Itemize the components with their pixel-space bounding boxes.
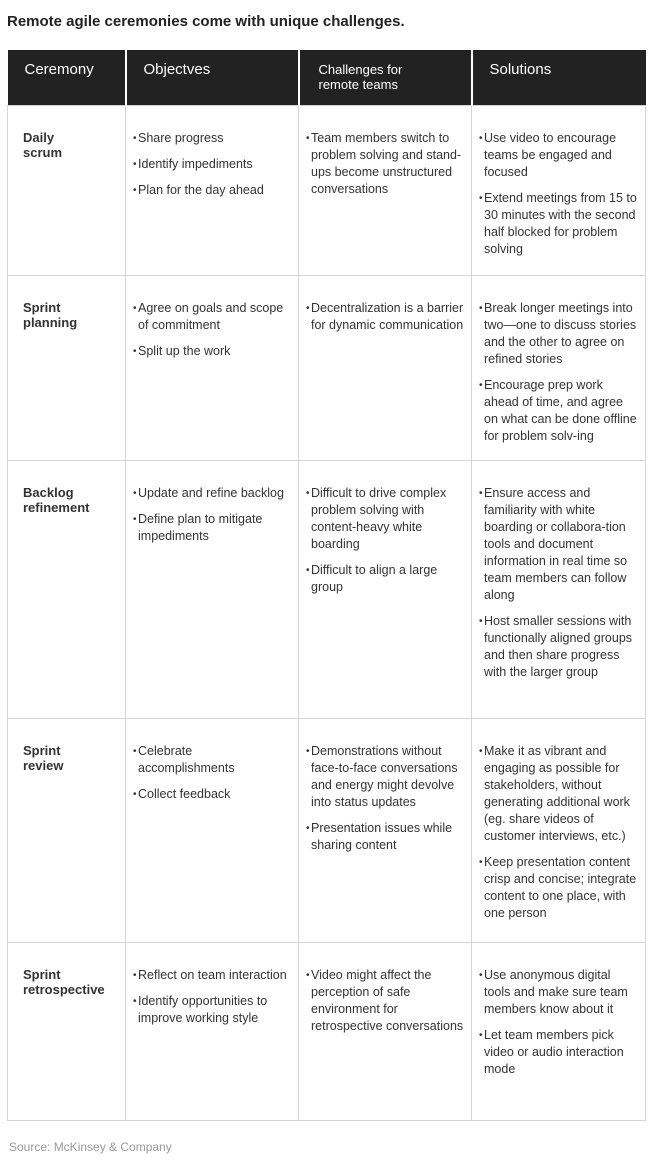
objective-item: • Define plan to mitigate impediments [133, 511, 292, 545]
solutions-cell [472, 718, 646, 942]
objectives-cell [126, 718, 299, 942]
objective-item: • Share progress [133, 130, 292, 147]
objective-item: • Plan for the day ahead [133, 182, 292, 199]
ceremony-cell: Sprint review [8, 718, 126, 942]
solutions-cell [472, 105, 646, 275]
solution-item: • Keep presentation content crisp and concise; integrate content to one place, with one person [479, 854, 639, 922]
solution-item: • Use anonymous digital tools and make sure team members know about it [479, 967, 639, 1018]
solution-item: • Host smaller sessions with functionally aligned groups and then share progress with the larger group [479, 613, 639, 681]
table-row [8, 942, 646, 1120]
solution-item: • Extend meetings from 15 to 30 minutes with the second half blocked for problem solving [479, 190, 639, 258]
source-note: Source: McKinsey & Company [9, 1140, 172, 1154]
table-row [8, 275, 646, 460]
solution-item: • Use video to encourage teams be engaged and focused [479, 130, 639, 181]
column-header-challenges: Challenges for remote teams [299, 50, 472, 105]
ceremony-cell: Sprint planning [8, 275, 126, 460]
solution-item: • Ensure access and familiarity with white boarding or collabora-tion tools and document information in real time so team members can follow along [479, 485, 639, 604]
challenge-item: • Video might affect the perception of safe environment for retrospective conversations [306, 967, 465, 1035]
objectives-cell [126, 105, 299, 275]
table-row [8, 105, 646, 275]
column-header-ceremony: Ceremony [8, 50, 126, 105]
solutions-cell [472, 275, 646, 460]
objective-item: • Collect feedback [133, 786, 292, 803]
challenge-item: • Demonstrations without face-to-face conversations and energy might devolve into status updates [306, 743, 465, 811]
objective-item: • Identify impediments [133, 156, 292, 173]
challenge-item: • Team members switch to problem solving and stand-ups become unstructured conversations [306, 130, 465, 198]
solution-item: • Let team members pick video or audio interaction mode [479, 1027, 639, 1078]
objective-item: • Agree on goals and scope of commitment [133, 300, 292, 334]
solution-item: • Make it as vibrant and engaging as possible for stakeholders, without generating additional work (eg. share videos of customer interviews, etc.) [479, 743, 639, 845]
challenges-cell [299, 275, 472, 460]
challenges-cell [299, 718, 472, 942]
challenges-cell [299, 105, 472, 275]
solutions-cell [472, 942, 646, 1120]
solution-item: • Encourage prep work ahead of time, and agree on what can be done offline for problem solv-ing [479, 377, 639, 445]
column-header-objectives: Objectves [126, 50, 299, 105]
page-title: Remote agile ceremonies come with unique challenges. [7, 13, 405, 30]
challenge-item: • Difficult to align a large group [306, 562, 465, 596]
challenge-item: • Decentralization is a barrier for dynamic communication [306, 300, 465, 334]
table-header-row [8, 50, 646, 105]
challenges-cell [299, 460, 472, 718]
table-row [8, 718, 646, 942]
ceremony-cell: Sprint retrospective [8, 942, 126, 1120]
objective-item: • Split up the work [133, 343, 292, 360]
objectives-cell [126, 275, 299, 460]
solutions-cell [472, 460, 646, 718]
table-row [8, 460, 646, 718]
ceremonies-table [7, 50, 646, 1121]
challenge-item: • Difficult to drive complex problem solving with content-heavy white boarding [306, 485, 465, 553]
objectives-cell [126, 942, 299, 1120]
objective-item: • Identify opportunities to improve working style [133, 993, 292, 1027]
challenge-item: • Presentation issues while sharing content [306, 820, 465, 854]
ceremony-cell: Backlog refinement [8, 460, 126, 718]
objective-item: • Update and refine backlog [133, 485, 292, 502]
solution-item: • Break longer meetings into two—one to discuss stories and the other to agree on refined stories [479, 300, 639, 368]
column-header-solutions: Solutions [472, 50, 646, 105]
objective-item: • Celebrate accomplishments [133, 743, 292, 777]
ceremony-cell: Daily scrum [8, 105, 126, 275]
challenges-cell [299, 942, 472, 1120]
objectives-cell [126, 460, 299, 718]
objective-item: • Reflect on team interaction [133, 967, 292, 984]
